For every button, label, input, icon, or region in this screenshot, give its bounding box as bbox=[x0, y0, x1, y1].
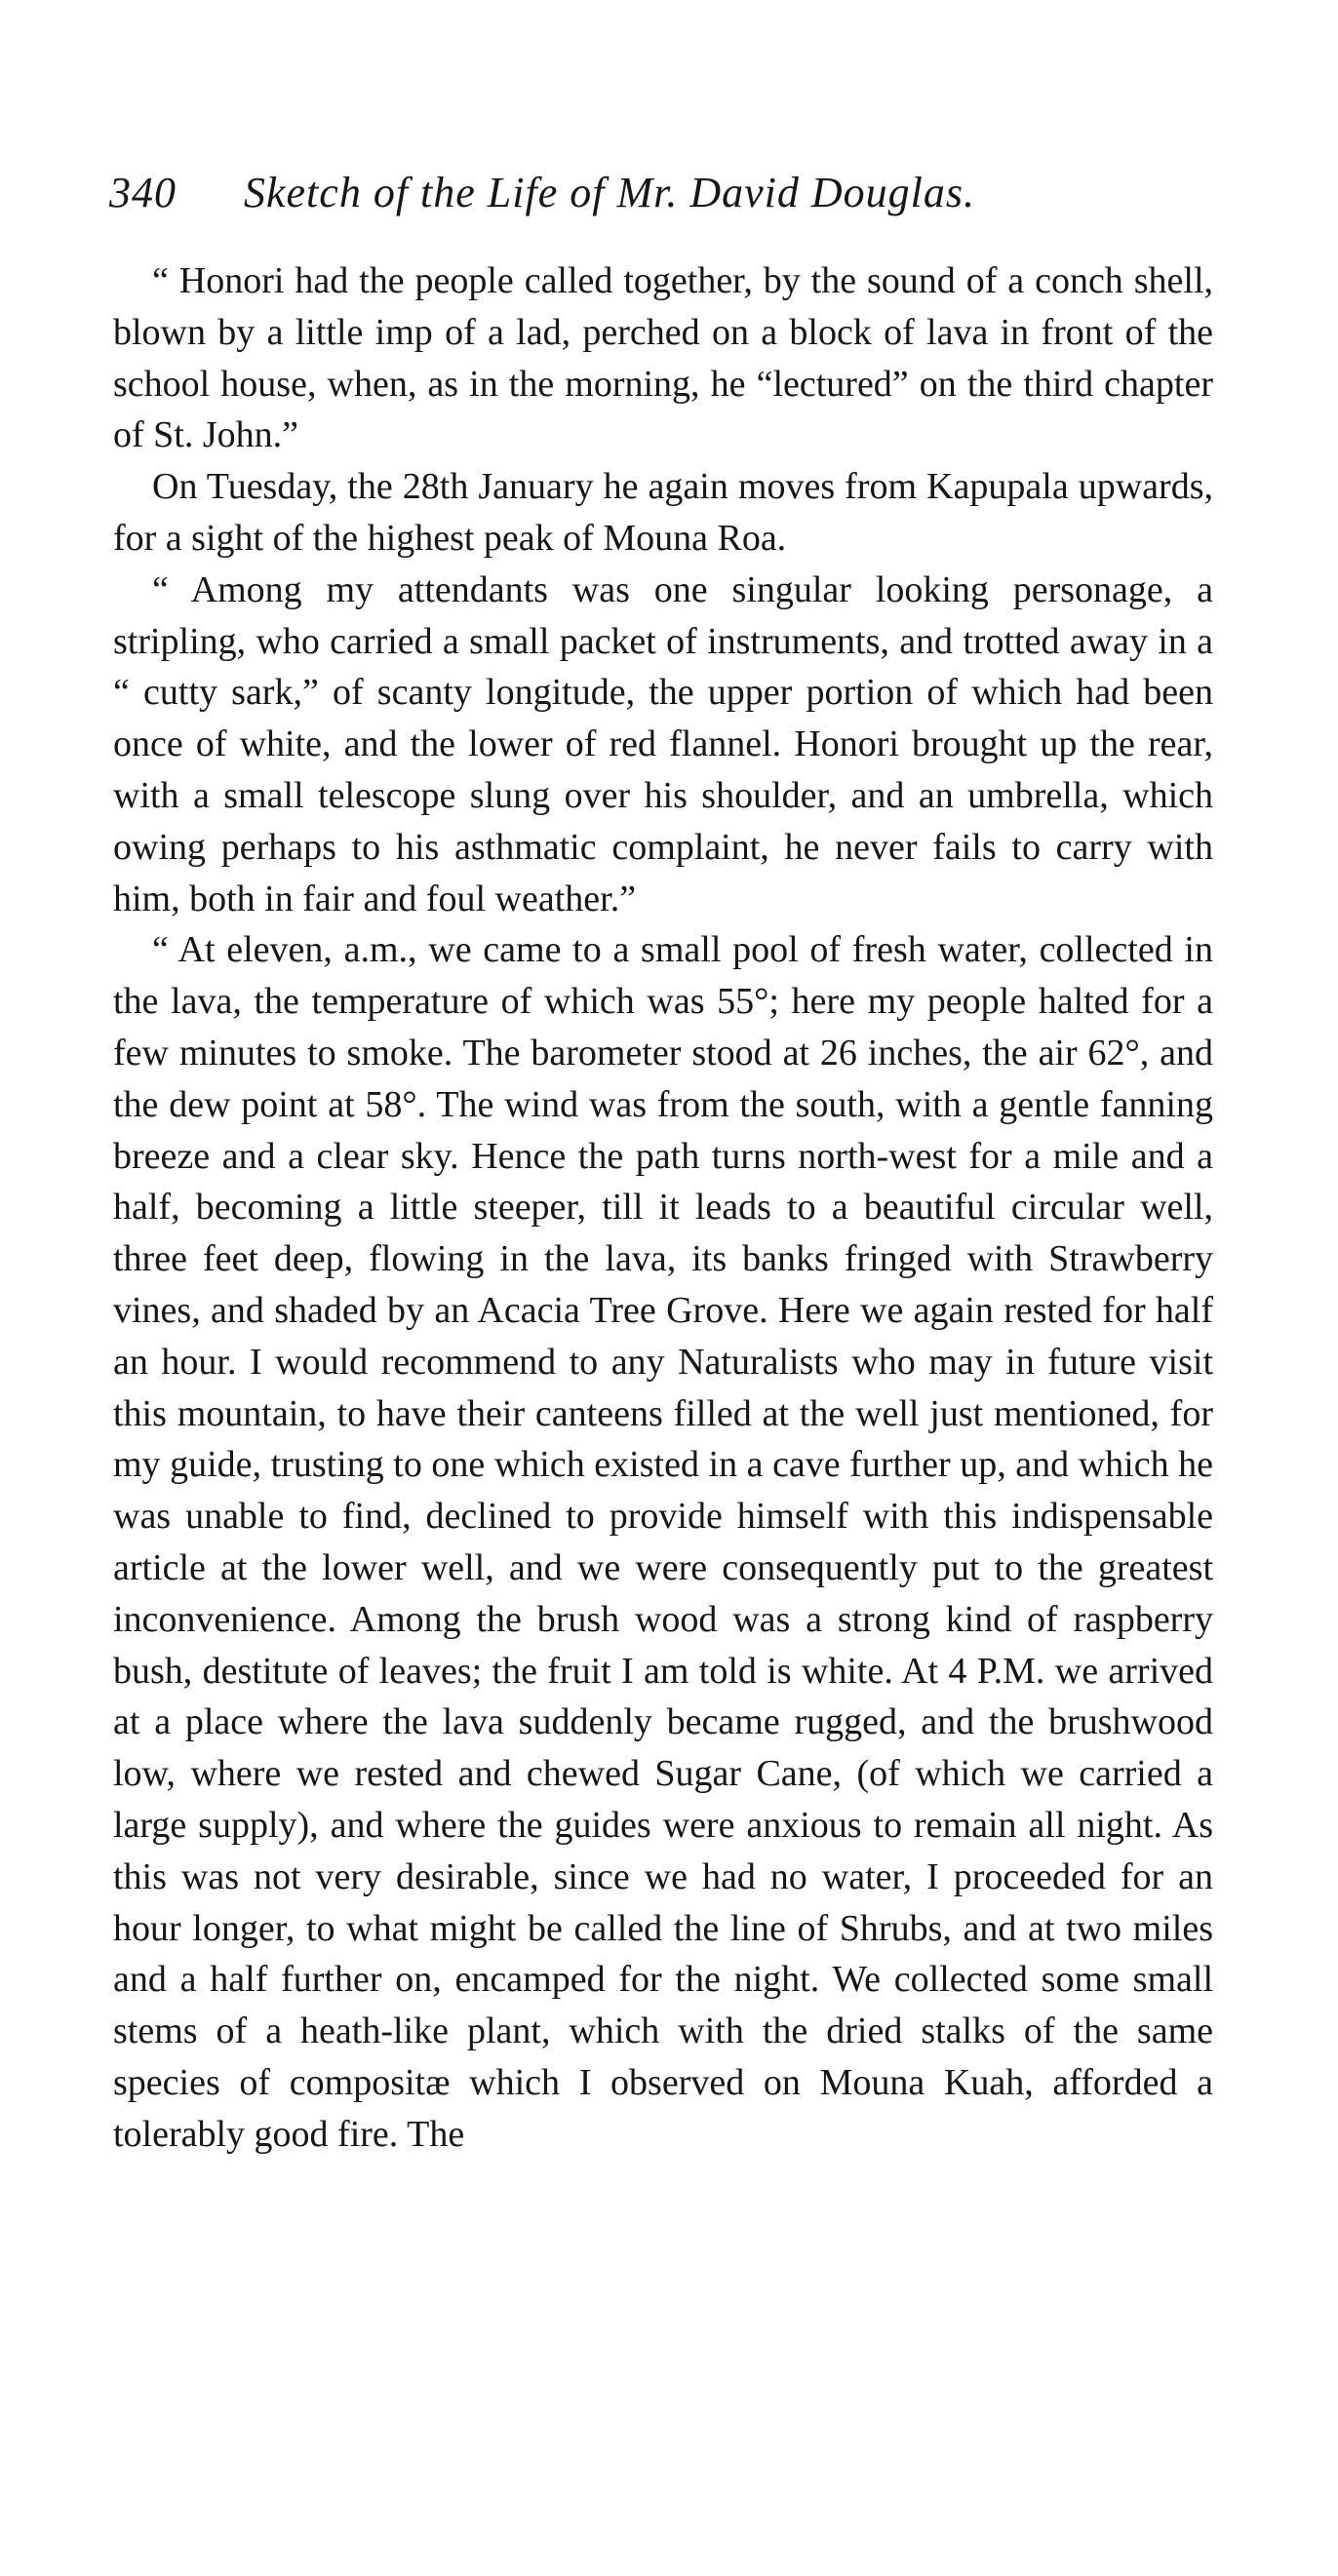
paragraph-tuesday-journey: On Tuesday, the 28th January he again moves from Kapupala upwards, for a sight of the highest peak of Mouna Roa. bbox=[113, 466, 1213, 559]
paragraph-ascent-details: “ At eleven, a.m., we came to a small pool of fresh water, collected in the lava, the temperature of which was 55°; here my people halted for a few minutes to smoke. The barometer stood at 26 inches, the air 62°, and the dew point at 58°. The wind was from the south, with a gentle fanning breeze and a clear sky. Hence the path turns north-west for a mile and a half, becoming a little steeper, till it leads to a beautiful circular well, three feet deep, flowing in the lava, its banks fringed with Strawberry vines, and shaded by an Acacia Tree Grove. Here we again rested for half an hour. I would recommend to any Naturalists who may in future visit this mountain, to have their canteens filled at the well just mentioned, for my guide, trusting to one which existed in a cave further up, and which he was unable to find, declined to provide himself with this indispensable article at the lower well, and we were consequently put to the greatest inconvenience. Among the brush wood was a strong kind of raspberry bush, destitute of leaves; the fruit I am told is white. At 4 P.M. we arrived at a place where the lava suddenly became rugged, and the brushwood low, where we rested and chewed Sugar Cane, (of which we carried a large supply), and where the guides were anxious to remain all night. As this was not very desirable, since we had no water, I proceeded for an hour longer, to what might be called the line of Shrubs, and at two miles and a half further on, encamped for the night. We collected some small stems of a heath-like plant, which with the dried stalks of the same species of compositæ which I observed on Mouna Kuah, afforded a tolerably good fire. The bbox=[113, 929, 1213, 2155]
paragraph-attendants: “ Among my attendants was one singular looking personage, a stripling, who carried a small packet of instruments, and trotted away in a “ cutty sark,” of scanty longitude, the upper portion of which had been once of white, and the lower of red flannel. Honori brought up the rear, with a small telescope slung over his shoulder, and an umbrella, which owing perhaps to his asthmatic complaint, he never fails to carry with him, both in fair and foul weather.” bbox=[113, 568, 1213, 919]
paragraph-honori-lecture: “ Honori had the people called together, by the sound of a conch shell, blown by a little imp of a lad, perched on a block of lava in front of the school house, when, as in the morning, he “lectured” on the third chapter of St. John.” bbox=[113, 260, 1213, 456]
running-header bbox=[109, 164, 1192, 222]
page-number: 340 bbox=[109, 169, 177, 216]
running-title: Sketch of the Life of Mr. David Douglas. bbox=[244, 169, 976, 216]
body-text bbox=[113, 255, 1213, 2160]
